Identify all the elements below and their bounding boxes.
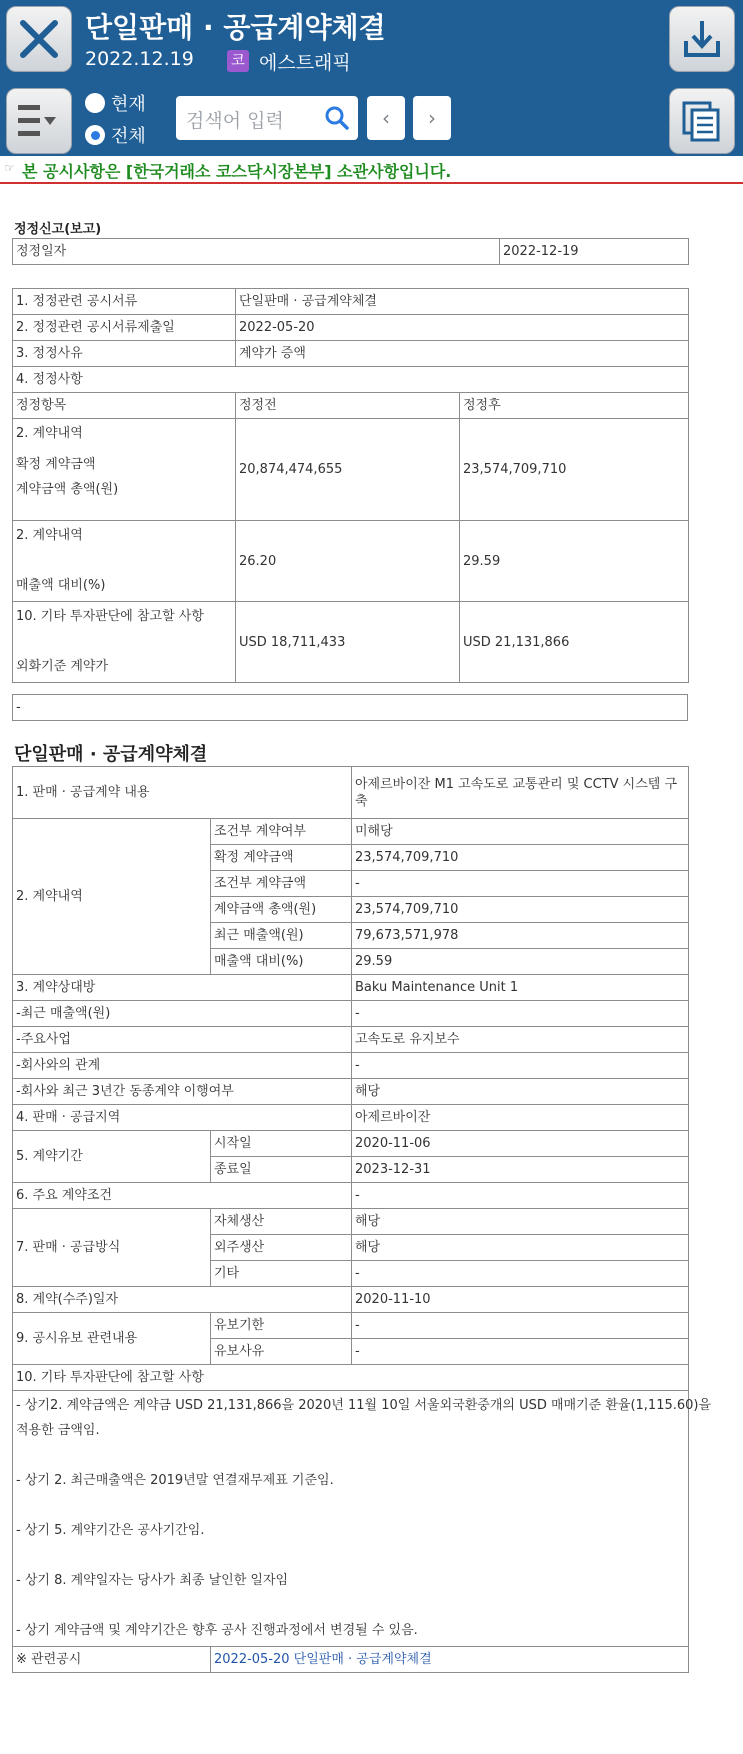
correction-items-label: 4. 정정사항: [13, 367, 689, 393]
contract-row-value: 23,574,709,710: [352, 897, 689, 923]
change-item-line: 10. 기타 투자판단에 참고할 사항: [16, 609, 204, 624]
correction-row-label: 2. 정정관련 공시서류제출일: [13, 315, 236, 341]
contract-sub-label: 확정 계약금액: [211, 845, 352, 871]
contract-row-value: [352, 767, 689, 819]
prev-button[interactable]: [367, 96, 405, 140]
contract-row-value: 아제르바이잔: [352, 1105, 689, 1131]
contract-row-value: 2020-11-06: [352, 1131, 689, 1157]
market-badge: 코: [227, 50, 249, 72]
contract-sub-label: 시작일: [211, 1131, 352, 1157]
notice-text: 본 공시사항은 [한국거래소 코스닥시장본부] 소관사항입니다.: [22, 162, 452, 181]
next-button[interactable]: [413, 96, 451, 140]
contract-row-value: 해당: [352, 1209, 689, 1235]
change-item-line: 계약금액 총액(원): [16, 482, 119, 497]
contract-row-value: -: [352, 1001, 689, 1027]
correction-row-label: 3. 정정사유: [13, 341, 236, 367]
contract-row-value: -: [352, 1339, 689, 1365]
close-icon: [17, 17, 61, 61]
note-line: - 상기2. 계약금액은 계약금 USD 21,131,866을 2020년 11월 10일 서울외국환중개의 USD 매매기준 환율(1,115.60)을: [16, 1398, 712, 1413]
contract-row-label: 7. 판매 · 공급방식: [13, 1209, 211, 1287]
contract-row-value: -: [352, 1313, 689, 1339]
download-icon: [680, 17, 724, 61]
note-line: - 상기 계약금액 및 계약기간은 향후 공사 진행과정에서 변경될 수 있음.: [16, 1623, 418, 1638]
company-name[interactable]: 에스트래픽: [259, 52, 351, 74]
search-input[interactable]: 검색어 입력: [186, 110, 284, 132]
chevron-left-icon: ‹: [382, 106, 390, 130]
radio-current-label: 현재: [111, 94, 146, 115]
contract-row-value: 고속도로 유지보수: [352, 1027, 689, 1053]
correction-table: [12, 288, 689, 683]
contract-row-value: 해당: [352, 1235, 689, 1261]
radio-all[interactable]: [85, 122, 146, 148]
other-notes: [13, 1391, 712, 1647]
contract-row-label: -회사와 최근 3년간 동종계약 이행여부: [13, 1079, 352, 1105]
contract-row-value: -: [352, 1261, 689, 1287]
contract-row-label: 9. 공시유보 관련내용: [13, 1313, 211, 1365]
contract-sub-label: 종료일: [211, 1157, 352, 1183]
notice-bar: [0, 156, 743, 184]
contract-row-label: 8. 계약(수주)일자: [13, 1287, 352, 1313]
change-item-line: 2. 계약내역: [16, 528, 83, 543]
change-before: 26.20: [236, 521, 460, 602]
col-header-item: 정정항목: [13, 393, 236, 419]
contract-sub-label: 매출액 대비(%): [211, 949, 352, 975]
contract-row-value: 23,574,709,710: [352, 845, 689, 871]
related-label: ※ 관련공시: [13, 1647, 211, 1673]
contract-row-label: 6. 주요 계약조건: [13, 1183, 352, 1209]
change-after: 29.59: [460, 521, 689, 602]
contract-row-label: 4. 판매 · 공급지역: [13, 1105, 352, 1131]
contract-row-value: -: [352, 1183, 689, 1209]
pointer-icon: ☞: [4, 161, 15, 175]
download-button[interactable]: [669, 6, 735, 72]
change-item-line: 외화기준 계약가: [16, 659, 109, 674]
contract-row-value: Baku Maintenance Unit 1: [352, 975, 689, 1001]
chevron-right-icon: ›: [428, 106, 436, 130]
contract-sub-label: 조건부 계약금액: [211, 871, 352, 897]
contract-row-label: -주요사업: [13, 1027, 352, 1053]
contract-row-value: -: [352, 871, 689, 897]
contract-sub-label: 조건부 계약여부: [211, 819, 352, 845]
search-box[interactable]: [176, 96, 358, 140]
change-item-line: 2. 계약내역: [16, 426, 83, 441]
change-before: 20,874,474,655: [236, 419, 460, 521]
col-header-before: 정정전: [236, 393, 460, 419]
correction-row-value: 계약가 증액: [236, 341, 689, 367]
correction-row-value: 2022-05-20: [236, 315, 689, 341]
change-item-line: 매출액 대비(%): [16, 578, 106, 593]
related-disclosure-link[interactable]: 2022-05-20 단일판매 · 공급계약체결: [211, 1647, 689, 1673]
close-button[interactable]: [6, 6, 72, 72]
contract-sub-label: 외주생산: [211, 1235, 352, 1261]
contract-row-label: 3. 계약상대방: [13, 975, 352, 1001]
correction-date-value: 2022-12-19: [500, 239, 689, 265]
menu-list-icon: [16, 101, 62, 141]
col-header-after: 정정후: [460, 393, 689, 419]
contract-row-label: -회사와의 관계: [13, 1053, 352, 1079]
change-item: [13, 602, 236, 683]
correction-date-table: [12, 238, 689, 265]
menu-button[interactable]: [6, 88, 72, 154]
contract-table: [12, 766, 712, 1673]
contract-sub-label: 최근 매출액(원): [211, 923, 352, 949]
contract-row-label: 5. 계약기간: [13, 1131, 211, 1183]
contract-row-value: -: [352, 1053, 689, 1079]
contract-row-label: -최근 매출액(원): [13, 1001, 352, 1027]
contract-content-line: 아제르바이잔 M1 고속도로 교통관리 및 CCTV 시스템 구: [355, 776, 678, 792]
radio-all-label: 전체: [111, 126, 146, 147]
page-title: 단일판매 · 공급계약체결: [85, 11, 386, 44]
contract-row-value: 해당: [352, 1079, 689, 1105]
documents-icon: [680, 99, 724, 143]
radio-current[interactable]: [85, 90, 146, 116]
contract-row-label: 10. 기타 투자판단에 참고할 사항: [13, 1365, 689, 1391]
contract-sub-label: 계약금액 총액(원): [211, 897, 352, 923]
contract-row-value: 79,673,571,978: [352, 923, 689, 949]
contract-sub-label: 자체생산: [211, 1209, 352, 1235]
contract-title: 단일판매 · 공급계약체결: [14, 744, 208, 765]
contract-row-label: 2. 계약내역: [13, 819, 211, 975]
contract-row-value: 2023-12-31: [352, 1157, 689, 1183]
contract-content-line: 축: [355, 793, 368, 809]
correction-title: 정정신고(보고): [14, 222, 102, 237]
app-header: [0, 0, 743, 156]
note-line: - 상기 8. 계약일자는 당사가 최종 날인한 일자임: [16, 1573, 289, 1588]
radio-circle[interactable]: [85, 93, 105, 113]
note-line: - 상기 5. 계약기간은 공사기간임.: [16, 1523, 205, 1538]
change-after: 23,574,709,710: [460, 419, 689, 521]
remark-table: [12, 694, 688, 721]
note-line: - 상기 2. 최근매출액은 2019년말 연결재무제표 기준임.: [16, 1473, 334, 1488]
contract-row-value: 29.59: [352, 949, 689, 975]
contract-row-value: 2020-11-10: [352, 1287, 689, 1313]
change-item-line: 확정 계약금액: [16, 457, 96, 472]
contract-sub-label: 유보사유: [211, 1339, 352, 1365]
change-item: [13, 521, 236, 602]
radio-circle-selected[interactable]: [85, 125, 105, 145]
contract-row-label: 1. 판매 · 공급계약 내용: [13, 767, 352, 819]
disclosure-date: 2022.12.19: [85, 48, 194, 70]
change-after: USD 21,131,866: [460, 602, 689, 683]
note-line: 적용한 금액임.: [16, 1423, 100, 1438]
change-before: USD 18,711,433: [236, 602, 460, 683]
correction-row-label: 1. 정정관련 공시서류: [13, 289, 236, 315]
correction-date-label: 정정일자: [13, 239, 500, 265]
correction-row-value: 단일판매 · 공급계약체결: [236, 289, 689, 315]
remark-value: -: [13, 695, 688, 721]
contract-row-value: 미해당: [352, 819, 689, 845]
contract-sub-label: 유보기한: [211, 1313, 352, 1339]
search-icon[interactable]: [324, 105, 350, 135]
contract-sub-label: 기타: [211, 1261, 352, 1287]
document-list-button[interactable]: [669, 88, 735, 154]
change-item: [13, 419, 236, 521]
